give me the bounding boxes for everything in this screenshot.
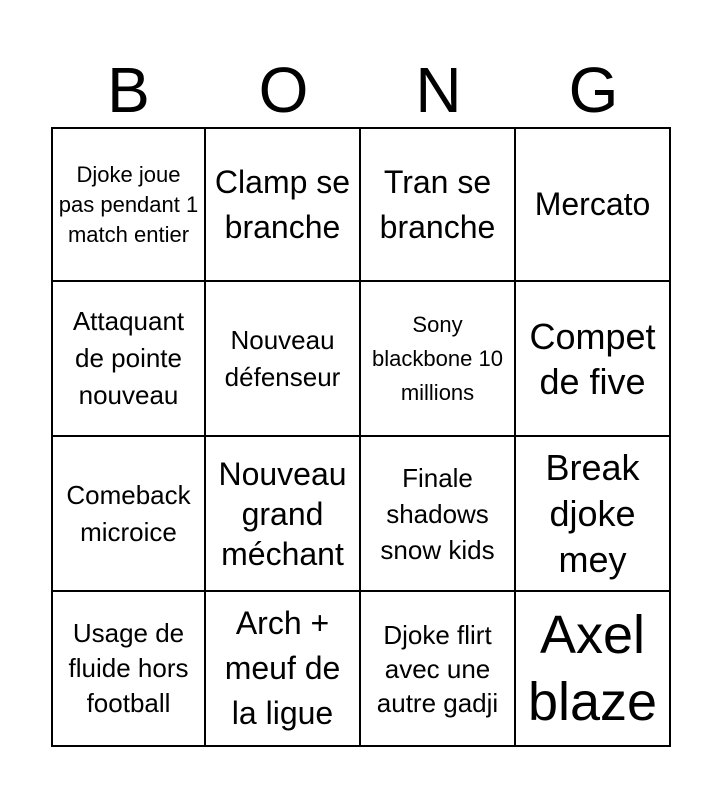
- bingo-cell-text: Attaquant de pointe nouveau: [72, 306, 185, 410]
- header-letter-b: B: [107, 54, 150, 126]
- bingo-cell[interactable]: [51, 437, 206, 592]
- bingo-cell[interactable]: [516, 282, 671, 437]
- bingo-cell[interactable]: [51, 282, 206, 437]
- bingo-cell-text: Djoke joue pas pendant 1 match entier: [58, 161, 199, 247]
- bingo-cell-text: Clamp se branche: [214, 163, 351, 245]
- bingo-cell[interactable]: [516, 592, 671, 747]
- bingo-cell-text: Mercato: [534, 186, 651, 222]
- bingo-header: [51, 52, 671, 128]
- bingo-cell[interactable]: [361, 592, 516, 747]
- bingo-cell[interactable]: [361, 127, 516, 282]
- bingo-cell-text: Comeback microice: [66, 479, 191, 547]
- bingo-cell[interactable]: [206, 282, 361, 437]
- header-letter-o: O: [258, 54, 309, 126]
- bingo-cell-text: Finale shadows snow kids: [380, 462, 495, 565]
- bingo-cell[interactable]: [516, 127, 671, 282]
- bingo-cell-text: Sony blackbone 10 millions: [372, 311, 503, 405]
- bingo-cell-text: Arch + meuf de la ligue: [224, 605, 341, 731]
- bingo-cell[interactable]: [51, 592, 206, 747]
- bingo-board: [51, 127, 671, 747]
- bingo-cell-text: Usage de fluide hors football: [68, 618, 189, 718]
- bingo-cell[interactable]: [361, 282, 516, 437]
- bingo-cell[interactable]: [206, 127, 361, 282]
- bingo-cell[interactable]: [206, 437, 361, 592]
- bingo-cell-text: Nouveau défenseur: [224, 324, 341, 392]
- bingo-cell[interactable]: [516, 437, 671, 592]
- bingo-cell-text: Break djoke mey: [545, 446, 640, 580]
- bingo-cell[interactable]: [206, 592, 361, 747]
- bingo-cell-text: Tran se branche: [379, 163, 496, 245]
- header-letter-g: G: [568, 54, 619, 126]
- bingo-cell-text: Axel blaze: [527, 604, 658, 732]
- bingo-cell-text: Djoke flirt avec une autre gadji: [376, 619, 499, 718]
- bingo-cell[interactable]: [361, 437, 516, 592]
- bingo-cell[interactable]: [51, 127, 206, 282]
- bingo-cell-text: Nouveau grand méchant: [218, 455, 347, 572]
- header-letter-n: N: [415, 54, 462, 126]
- bingo-cell-text: Compet de five: [529, 315, 656, 402]
